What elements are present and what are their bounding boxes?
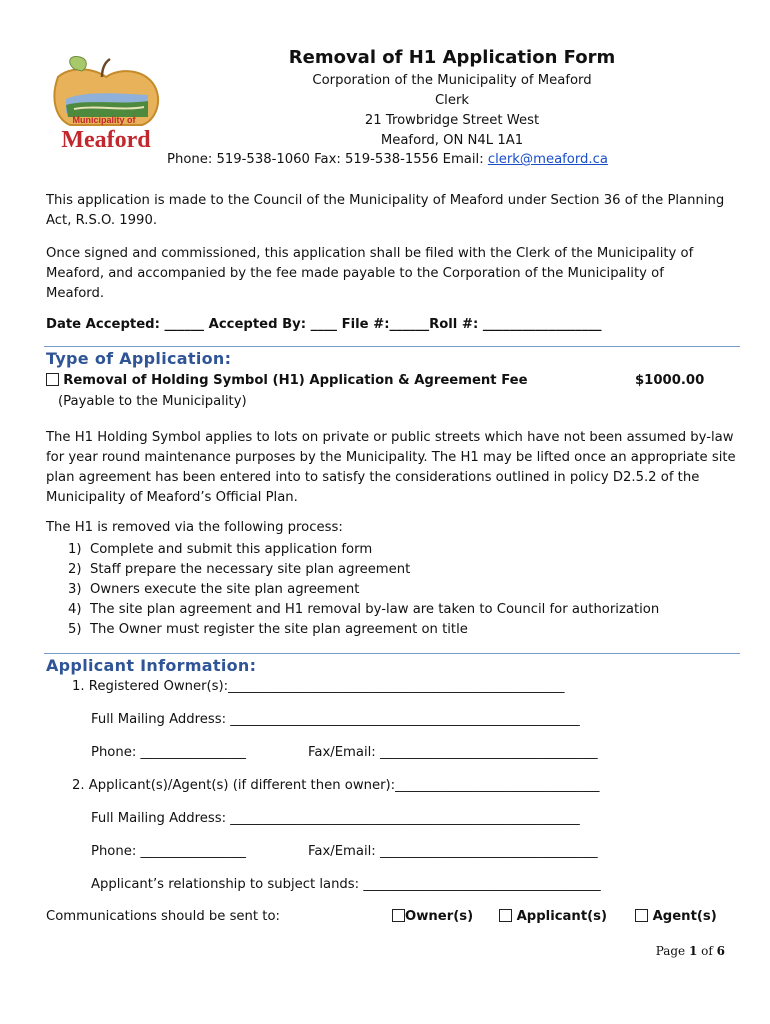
owner-address-row bbox=[91, 712, 580, 727]
h1-removal-option[interactable] bbox=[46, 373, 528, 388]
owner-option-label: Owner(s) bbox=[405, 909, 474, 924]
step-number: 5) bbox=[68, 622, 82, 637]
agent-phone-label: Phone: bbox=[91, 844, 141, 859]
relationship-label: Applicant’s relationship to subject lands: bbox=[91, 877, 364, 892]
agent-phone-field[interactable]: ________________ bbox=[140, 844, 246, 859]
email-link[interactable]: clerk@meaford.ca bbox=[487, 152, 608, 167]
fee-amount: $1000.00 bbox=[635, 373, 705, 388]
step-number: 2) bbox=[68, 562, 82, 577]
page-prefix: Page bbox=[655, 944, 689, 958]
agent-address-field[interactable]: _____________________________________________________ bbox=[230, 811, 580, 826]
h1-removal-label: Removal of Holding Symbol (H1) Application & Agreement Fee bbox=[63, 373, 528, 388]
process-step bbox=[46, 560, 659, 580]
step-text: The Owner must register the site plan agreement on title bbox=[90, 622, 468, 637]
page-title: Removal of H1 Application Form bbox=[288, 47, 616, 68]
owner-address-label: Full Mailing Address: bbox=[91, 712, 231, 727]
org-name: Corporation of the Municipality of Meaford bbox=[312, 73, 592, 88]
agent-address-row bbox=[91, 811, 580, 826]
owner-phone-row bbox=[91, 745, 246, 760]
process-step bbox=[46, 540, 659, 560]
section-divider bbox=[44, 346, 740, 347]
agent-fax-label: Fax/Email: bbox=[308, 844, 380, 859]
page-number bbox=[656, 944, 725, 958]
logo-text-line1: Municipality of bbox=[72, 115, 136, 125]
step-text: Staff prepare the necessary site plan agreement bbox=[90, 562, 411, 577]
step-number: 1) bbox=[68, 542, 82, 557]
agent-address-label: Full Mailing Address: bbox=[91, 811, 231, 826]
fee-note: (Payable to the Municipality) bbox=[58, 394, 247, 409]
applicant-option-label: Applicant(s) bbox=[516, 909, 608, 924]
h1-description: The H1 Holding Symbol applies to lots on private or public streets which have not been assumed by-law for year round maintenance purposes by the Municipality. The H1 may be lifted once an appropriate site plan agreement has been entered into to satisfy the considerations outlined in policy D2.5.2 of the Municipality of Meaford’s Official Plan. bbox=[46, 430, 736, 505]
process-step bbox=[46, 600, 659, 620]
street-address: 21 Trowbridge Street West bbox=[364, 113, 540, 128]
process-steps bbox=[46, 540, 659, 640]
h1-removal-checkbox[interactable] bbox=[46, 373, 59, 386]
city-address: Meaford, ON N4L 1A1 bbox=[380, 133, 524, 148]
contact-line bbox=[0, 152, 770, 167]
page-total: 6 bbox=[716, 944, 725, 958]
comm-option-owner[interactable] bbox=[392, 909, 473, 924]
step-text: Complete and submit this application form bbox=[90, 542, 373, 557]
step-number: 3) bbox=[68, 582, 82, 597]
agent-checkbox[interactable] bbox=[635, 909, 648, 922]
agent-option-label: Agent(s) bbox=[652, 909, 717, 924]
step-text: The site plan agreement and H1 removal by-law are taken to Council for authorization bbox=[90, 602, 660, 617]
intro-paragraph-2: Once signed and commissioned, this application shall be filed with the Clerk of the Municipality of Meaford, and accompanied by the fee made payable to the Corporation of the Municipality of Meaford. bbox=[46, 246, 694, 301]
contact-phone-fax: Phone: 519-538-1060 Fax: 519-538-1556 Email: bbox=[167, 152, 488, 167]
agent-field[interactable]: _______________________________ bbox=[395, 778, 600, 793]
comm-option-applicant[interactable] bbox=[499, 909, 607, 924]
step-number: 4) bbox=[68, 602, 82, 617]
dept-name: Clerk bbox=[434, 93, 470, 108]
intro-paragraph-1: This application is made to the Council of the Municipality of Meaford under Section 36 of the Planning Act, R.S.O. 1990. bbox=[46, 193, 725, 228]
owner-phone-field[interactable]: ________________ bbox=[140, 745, 246, 760]
agent-fax-field[interactable]: _________________________________ bbox=[379, 844, 598, 859]
comm-option-agent[interactable] bbox=[635, 909, 717, 924]
type-of-application-heading: Type of Application: bbox=[46, 349, 232, 368]
agent-row bbox=[72, 778, 600, 793]
relationship-row bbox=[91, 877, 601, 892]
applicant-information-heading: Applicant Information: bbox=[46, 656, 257, 675]
owner-checkbox[interactable] bbox=[392, 909, 405, 922]
communications-label: Communications should be sent to: bbox=[46, 909, 280, 924]
agent-label: 2. Applicant(s)/Agent(s) (if different then owner): bbox=[72, 778, 396, 793]
owner-phone-label: Phone: bbox=[91, 745, 141, 760]
owner-fax-label: Fax/Email: bbox=[308, 745, 380, 760]
owner-fax-row bbox=[308, 745, 598, 760]
agent-phone-row bbox=[91, 844, 246, 859]
process-step bbox=[46, 580, 659, 600]
section-divider bbox=[44, 653, 740, 654]
office-use-line: Date Accepted: ______ Accepted By: ____ File #:______Roll #: __________________ bbox=[46, 317, 602, 332]
relationship-field[interactable]: ____________________________________ bbox=[363, 877, 601, 892]
agent-fax-row bbox=[308, 844, 598, 859]
registered-owner-field[interactable]: ___________________________________________________ bbox=[228, 679, 565, 694]
process-step bbox=[46, 620, 659, 640]
process-intro: The H1 is removed via the following process: bbox=[46, 520, 343, 535]
page-current: 1 bbox=[688, 944, 698, 958]
owner-address-field[interactable]: _____________________________________________________ bbox=[230, 712, 580, 727]
step-text: Owners execute the site plan agreement bbox=[90, 582, 360, 597]
logo-text-line2: Meaford bbox=[61, 127, 151, 153]
owner-fax-field[interactable]: _________________________________ bbox=[379, 745, 598, 760]
registered-owner-label: 1. Registered Owner(s): bbox=[72, 679, 229, 694]
page-of: of bbox=[697, 944, 717, 958]
applicant-checkbox[interactable] bbox=[499, 909, 512, 922]
registered-owner-row bbox=[72, 679, 564, 694]
